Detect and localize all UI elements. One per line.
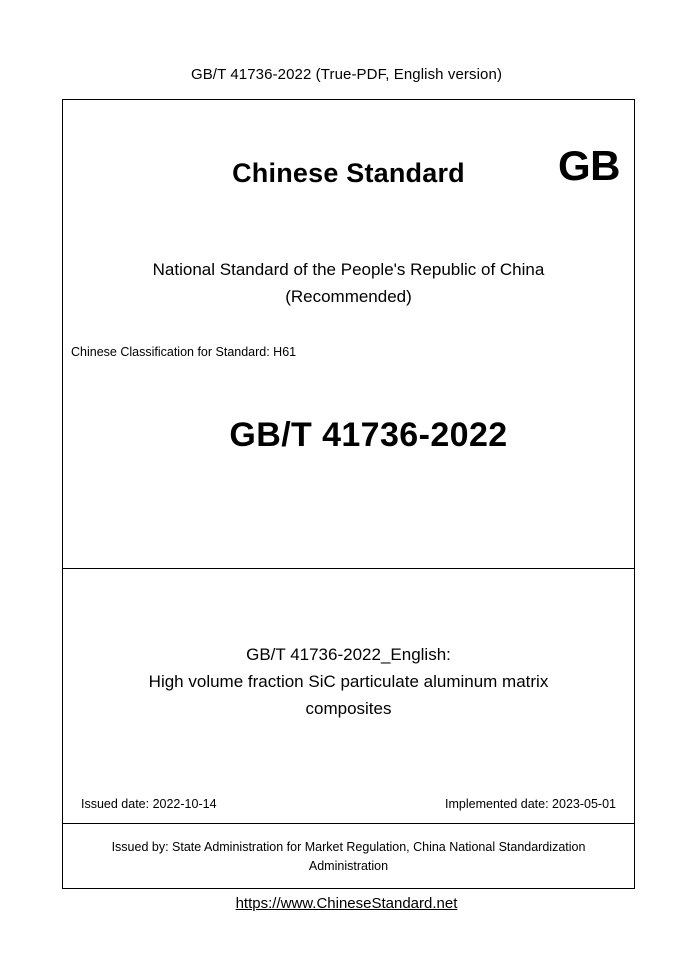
national-standard-line1: National Standard of the People's Republic of China	[152, 260, 545, 279]
issued-by	[98, 838, 600, 876]
national-standard-text	[63, 256, 634, 310]
cover-middle-section	[63, 569, 634, 824]
national-standard-line2: (Recommended)	[285, 287, 412, 306]
gb-logo: GB	[558, 142, 620, 189]
standard-number: GB/T 41736-2022	[229, 416, 508, 454]
issued-date: Issued date: 2022-10-14	[81, 797, 217, 811]
cover-heading: Chinese Standard	[232, 158, 465, 188]
english-title-line2: High volume fraction SiC particulate aluminum matrix	[148, 672, 549, 691]
standard-cover-box	[62, 99, 635, 889]
cover-top-section	[63, 100, 634, 569]
cover-bottom-section	[63, 824, 634, 889]
issued-by-line2: Administration	[308, 858, 389, 873]
english-title-line3: composites	[305, 699, 392, 718]
english-title-line1: GB/T 41736-2022_English:	[246, 645, 451, 664]
footer-url-link[interactable]: https://www.ChineseStandard.net	[235, 895, 458, 912]
implemented-date: Implemented date: 2023-05-01	[445, 797, 616, 811]
page-title: GB/T 41736-2022 (True-PDF, English version)	[190, 66, 503, 83]
english-title	[93, 641, 604, 722]
footer-url[interactable]	[0, 895, 693, 912]
dates-row	[81, 797, 616, 811]
issued-by-line1: Issued by: State Administration for Market Regulation, China National Standardization	[111, 839, 586, 854]
classification-text: Chinese Classification for Standard: H61	[71, 345, 297, 359]
